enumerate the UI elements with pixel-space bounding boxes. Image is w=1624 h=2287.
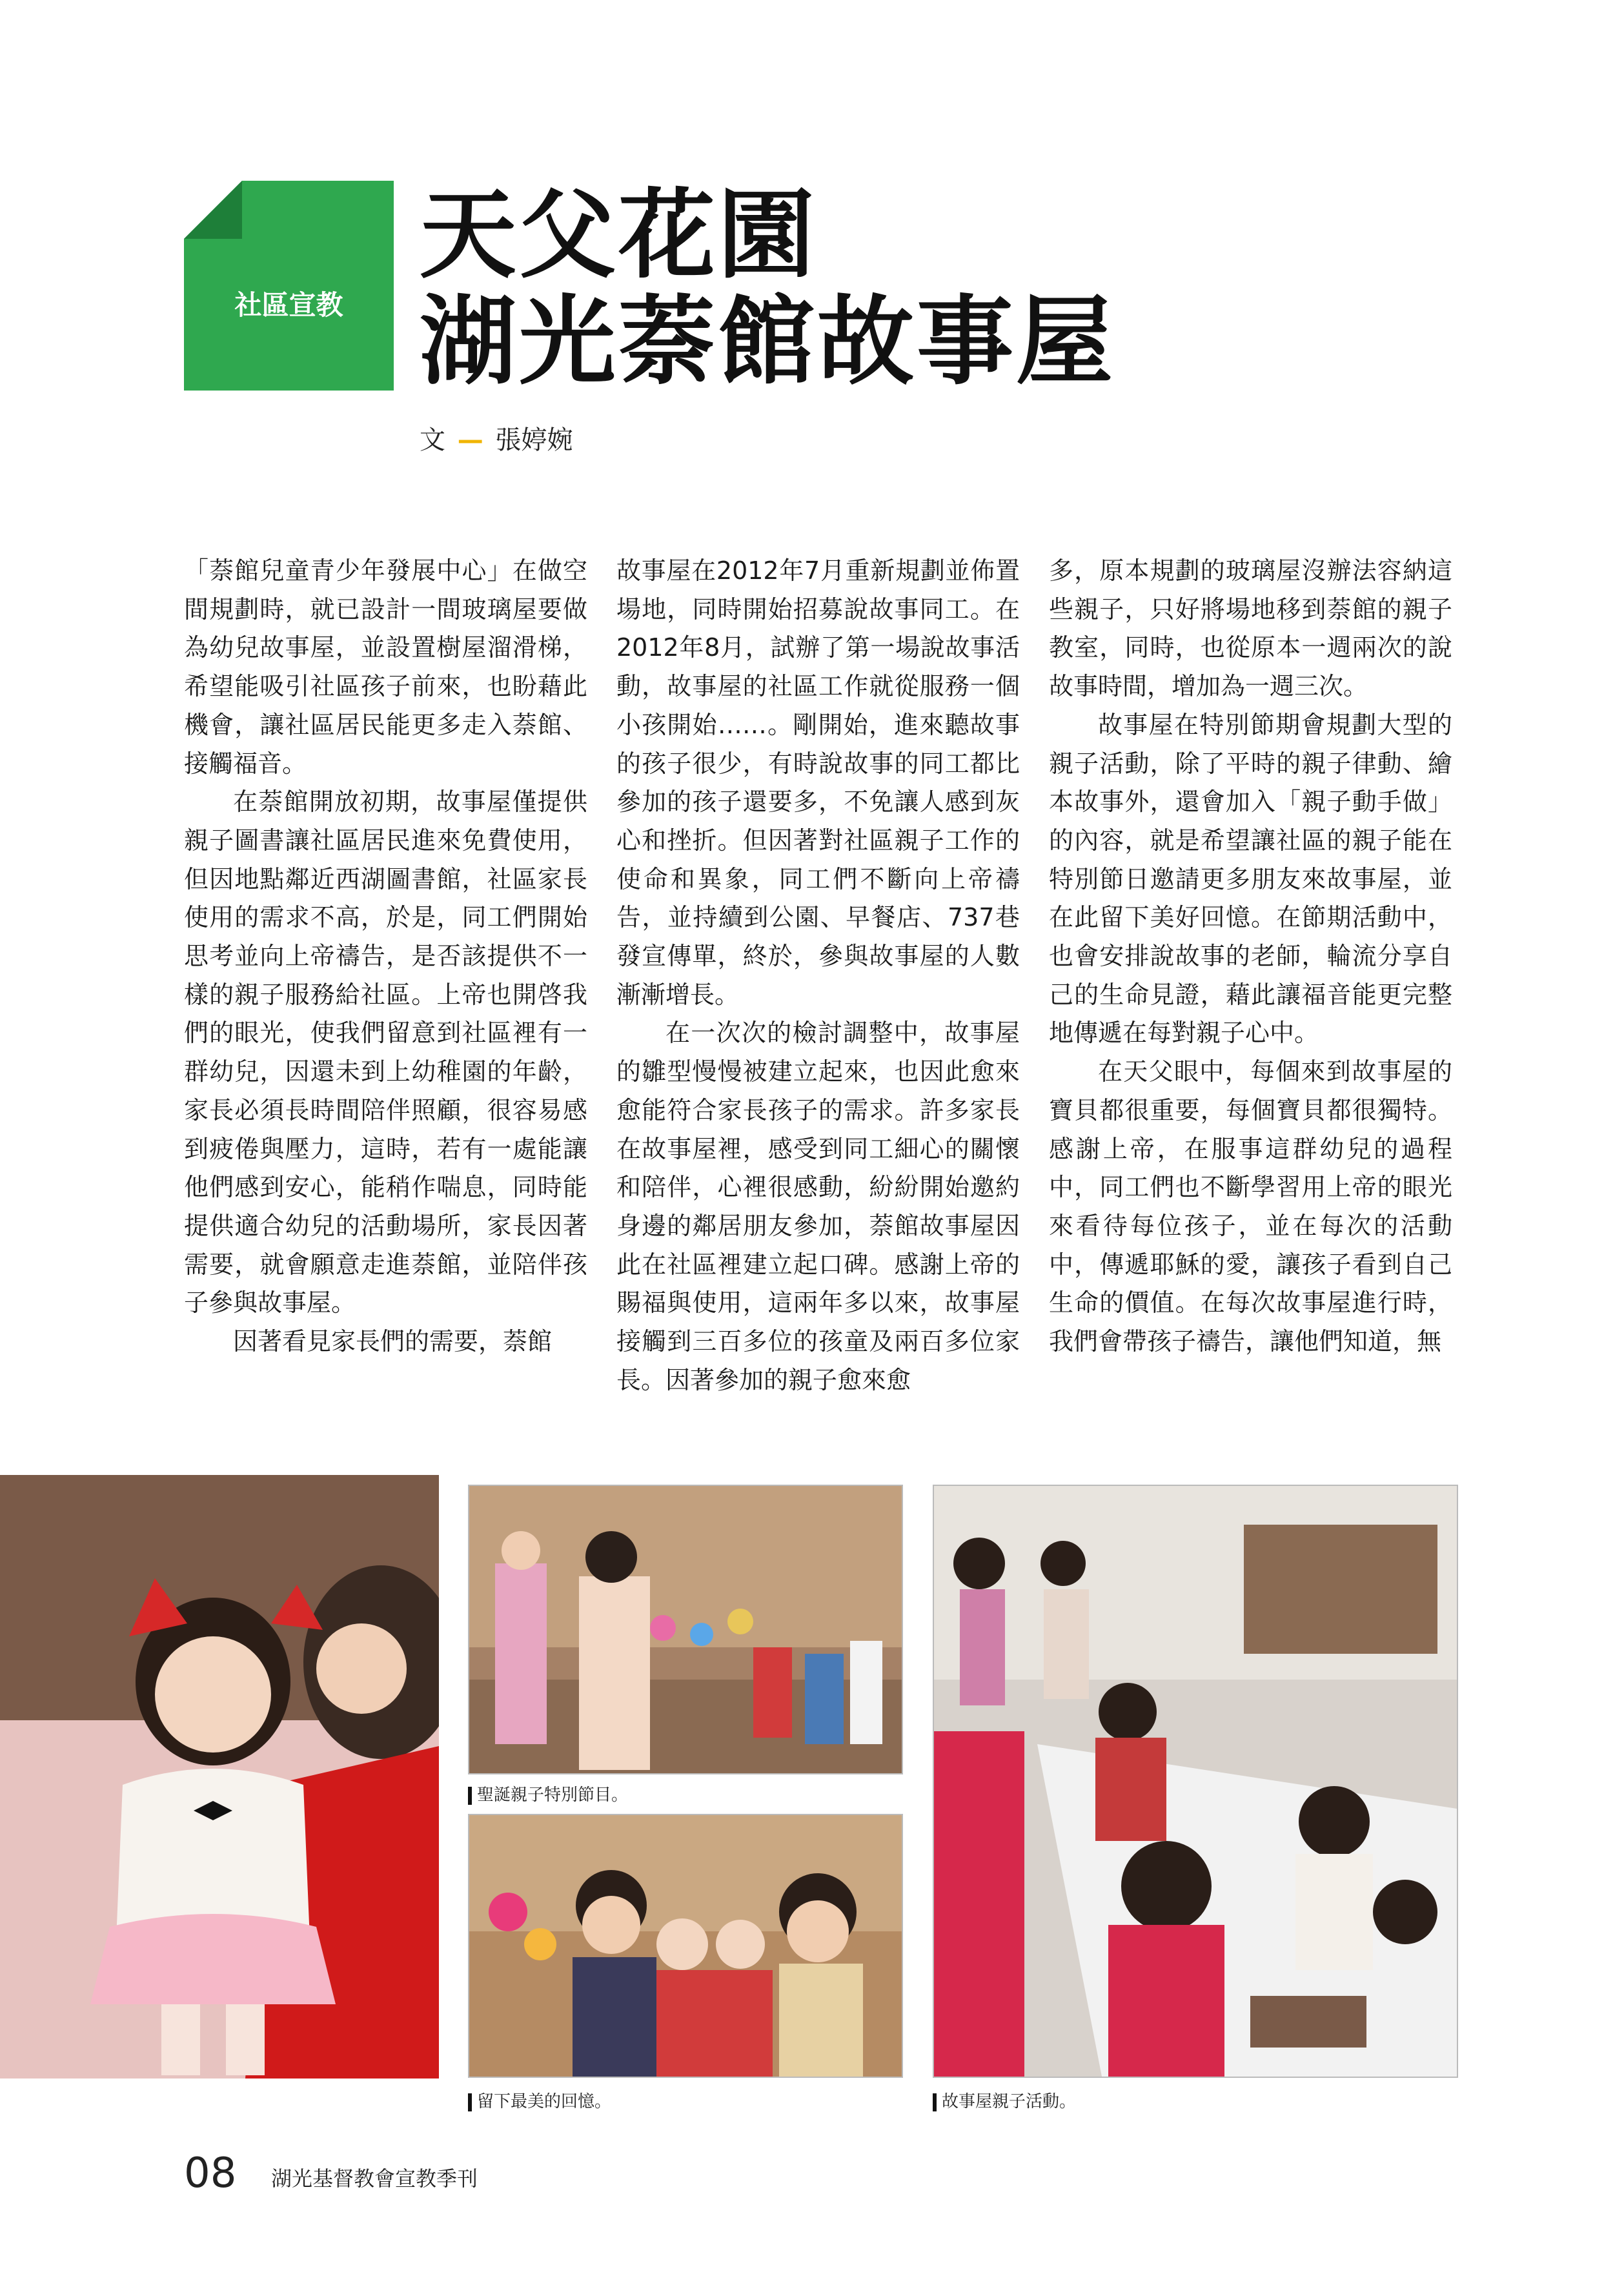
photo-illustration bbox=[469, 1486, 902, 1773]
paragraph: 在天父眼中，每個來到故事屋的寶貝都很重要，每個寶貝都很獨特。感謝上帝，在服事這群幼兒的過程中，同工們也不斷學習用上帝的眼光來看待每位孩子，並在每次的活動中，傳遞耶穌的愛，讓孩子看到自己生命的價值。在每次故事屋進行時，我們會帶孩子禱告，讓他們知道，無 bbox=[1049, 1057, 1452, 1356]
caption-craft-activity bbox=[933, 2088, 1076, 2112]
caption-text: 留下最美的回憶。 bbox=[477, 2092, 612, 2111]
byline-prefix: 文 bbox=[420, 425, 445, 455]
paragraph: 故事屋在特別節期會規劃大型的親子活動，除了平時的親子律動、繪本故事外，還會加入「親子動手做」的內容，就是希望讓社區的親子能在特別節日邀請更多朋友來故事屋，並在此留下美好回憶。在節期活動中，也會安排說故事的老師，輪流分享自己的生命見證，藉此讓福音能更完整地傳遞在每對親子心中。 bbox=[1049, 710, 1452, 1048]
caption-text: 故事屋親子活動。 bbox=[942, 2092, 1077, 2111]
page-number: 08 bbox=[184, 2150, 237, 2197]
byline-dash: — bbox=[457, 425, 483, 455]
section-tag-label: 社區宣教 bbox=[234, 289, 343, 321]
paragraph: 在一次次的檢討調整中，故事屋的雛型慢慢被建立起來，也因此愈來愈能符合家長孩子的需求。許多家長在故事屋裡，感受到同工細心的關懷和陪伴，心裡很感動，紛紛開始邀約身邊的鄰居朋友參加，萘館故事屋因此在社區裡建立起口碑。感謝上帝的賜福與使用，這兩年多以來，故事屋接觸到三百多位的孩童及兩百多位家長。因著參加的親子愈來愈 bbox=[616, 1019, 1020, 1394]
byline-author: 張婷婉 bbox=[495, 425, 573, 455]
photo-craft-activity bbox=[933, 1485, 1458, 2078]
byline bbox=[420, 420, 573, 456]
caption-text: 聖誕親子特別節目。 bbox=[477, 1785, 629, 1805]
photo-toddler-christmas bbox=[0, 1475, 439, 2079]
publication-name: 湖光基督教會宣教季刊 bbox=[271, 2166, 478, 2191]
paragraph: 「萘館兒童青少年發展中心」在做空間規劃時，就已設計一間玻璃屋要做為幼兒故事屋，並設置樹屋溜滑梯，希望能吸引社區孩子前來，也盼藉此機會，讓社區居民能更多走入萘館、接觸福音。 bbox=[184, 556, 587, 778]
paragraph: 在萘館開放初期，故事屋僅提供親子圖書讓社區居民進來免費使用，但因地點鄰近西湖圖書館，社區家長使用的需求不高，於是，同工們開始思考並向上帝禱告，是否該提供不一樣的親子服務給社區。上帝也開啓我們的眼光，使我們留意到社區裡有一群幼兒，因還未到上幼稚園的年齡，家長必須長時間陪伴照顧，很容易感到疲倦與壓力，這時，若有一處能讓他們感到安心，能稍作喘息，同時能提供適合幼兒的活動場所，家長因著需要，就會願意走進萘館，並陪伴孩子參與故事屋。 bbox=[184, 788, 587, 1317]
paragraph: 故事屋在2012年7月重新規劃並佈置場地，同時開始招募說故事同工。在2012年8月，試辦了第一場說故事活動，故事屋的社區工作就從服務一個小孩開始……。剛開始，進來聽故事的孩子很少，有時說故事的同工都比參加的孩子還要多，不免讓人感到灰心和挫折。但因著對社區親子工作的使命和異象，同工們不斷向上帝禱告，並持續到公園、早餐店、737巷發宣傳單，終於，參與故事屋的人數漸漸增長。 bbox=[616, 556, 1020, 1009]
article-column-2 bbox=[616, 552, 1020, 1399]
photo-illustration bbox=[469, 1815, 902, 2077]
article-column-1 bbox=[184, 552, 587, 1361]
photo-illustration bbox=[0, 1475, 439, 2079]
paragraph: 多，原本規劃的玻璃屋沒辦法容納這些親子，只好將場地移到萘館的親子教室，同時，也從原本一週兩次的說故事時間，增加為一週三次。 bbox=[1049, 556, 1452, 701]
caption-bar bbox=[468, 2093, 472, 2111]
section-tag-fold-shadow bbox=[184, 181, 242, 239]
paragraph: 因著看見家長們的需要，萘館 bbox=[233, 1327, 553, 1356]
photo-christmas-event bbox=[468, 1485, 903, 1774]
caption-bar bbox=[933, 2093, 937, 2111]
article-column-3 bbox=[1049, 552, 1452, 1361]
title-line-1: 天父花園 bbox=[420, 179, 818, 292]
caption-family-portrait bbox=[468, 2088, 611, 2112]
caption-bar bbox=[468, 1787, 472, 1805]
photo-illustration bbox=[934, 1486, 1457, 2077]
photo-family-portrait bbox=[468, 1814, 903, 2078]
caption-christmas-event bbox=[468, 1782, 628, 1805]
title-line-2: 湖光萘館故事屋 bbox=[420, 286, 1116, 398]
